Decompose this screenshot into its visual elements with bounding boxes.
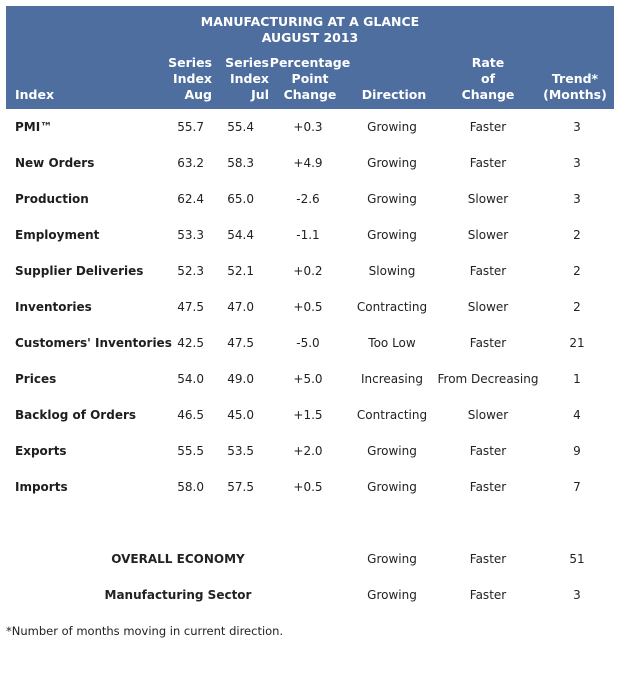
jul-value: 45.0 (227, 408, 254, 422)
trend-value: 2 (573, 300, 581, 314)
col-header-jul: Series Index Jul (225, 55, 269, 102)
aug-value: 55.7 (177, 120, 204, 134)
table-row (0, 225, 620, 245)
direction-value: Growing (367, 480, 417, 494)
trend-value: 3 (573, 156, 581, 170)
index-cell: Backlog of Orders (15, 408, 137, 422)
rate-value: Slower (467, 228, 509, 242)
aug-value: 42.5 (177, 336, 204, 350)
rate-value: Slower (467, 300, 509, 314)
pct-change-value: +0.2 (293, 264, 323, 278)
table-row (0, 189, 620, 209)
table-title: MANUFACTURING AT A GLANCE (200, 14, 420, 29)
table-row (0, 369, 620, 389)
table-subtitle: AUGUST 2013 (261, 30, 359, 45)
trend-value: 7 (573, 480, 581, 494)
aug-value: 46.5 (177, 408, 204, 422)
col-header-aug: Series Index Aug (168, 55, 212, 102)
pct-change-value: -2.6 (296, 192, 320, 206)
jul-value: 57.5 (227, 480, 254, 494)
aug-value: 55.5 (177, 444, 204, 458)
aug-value: 53.3 (177, 228, 204, 242)
pct-change-value: +1.5 (293, 408, 323, 422)
pct-change-value: +0.3 (293, 120, 323, 134)
trend-value: 2 (573, 264, 581, 278)
pct-change-value: -5.0 (296, 336, 320, 350)
table-row (0, 477, 620, 497)
trend-value: 3 (573, 192, 581, 206)
trend-value: 51 (569, 552, 585, 566)
rate-value: Faster (469, 552, 507, 566)
aug-value: 47.5 (177, 300, 204, 314)
trend-value: 2 (573, 228, 581, 242)
pct-change-value: -1.1 (296, 228, 320, 242)
col-header-direction: Direction (361, 87, 427, 102)
col-header-index: Index (15, 87, 55, 102)
table-row (0, 333, 620, 353)
table-row (0, 117, 620, 137)
direction-value: Growing (367, 588, 417, 602)
trend-value: 3 (573, 588, 581, 602)
index-cell: Employment (15, 228, 100, 242)
rate-value: Faster (469, 588, 507, 602)
col-header-pct-change: Percentage Point Change (269, 55, 351, 102)
index-cell: New Orders (15, 156, 95, 170)
table-row (0, 297, 620, 317)
pct-change-value: +0.5 (293, 300, 323, 314)
pct-change-value: +4.9 (293, 156, 323, 170)
table-row (0, 153, 620, 173)
index-cell: PMI™ (15, 120, 53, 134)
direction-value: Contracting (356, 408, 428, 422)
col-header-trend: Trend* (Months) (543, 71, 607, 102)
rate-value: Faster (469, 120, 507, 134)
direction-value: Growing (367, 156, 417, 170)
aug-value: 58.0 (177, 480, 204, 494)
rate-value: Faster (469, 480, 507, 494)
summary-row (0, 585, 620, 605)
aug-value: 52.3 (177, 264, 204, 278)
trend-value: 9 (573, 444, 581, 458)
direction-value: Growing (367, 552, 417, 566)
direction-value: Increasing (361, 372, 423, 386)
col-header-rate: Rate of Change (461, 55, 515, 102)
pct-change-value: +0.5 (293, 480, 323, 494)
index-cell: Production (15, 192, 89, 206)
rate-value: Faster (469, 336, 507, 350)
direction-value: Growing (367, 228, 417, 242)
direction-value: Contracting (356, 300, 428, 314)
pct-change-value: +2.0 (293, 444, 323, 458)
rate-value: Faster (469, 264, 507, 278)
jul-value: 49.0 (227, 372, 254, 386)
direction-value: Growing (367, 192, 417, 206)
index-cell: Supplier Deliveries (15, 264, 144, 278)
rate-value: Slower (467, 408, 509, 422)
table-row (0, 441, 620, 461)
summary-row (0, 549, 620, 569)
direction-value: Slowing (368, 264, 416, 278)
table-row (0, 405, 620, 425)
index-cell: Imports (15, 480, 68, 494)
jul-value: 55.4 (227, 120, 254, 134)
trend-value: 21 (569, 336, 585, 350)
direction-value: Growing (367, 120, 417, 134)
index-cell: Prices (15, 372, 57, 386)
index-cell: Exports (15, 444, 67, 458)
jul-value: 65.0 (227, 192, 254, 206)
aug-value: 62.4 (177, 192, 204, 206)
rate-value: Faster (469, 156, 507, 170)
jul-value: 47.0 (227, 300, 254, 314)
index-cell: Inventories (15, 300, 92, 314)
direction-value: Growing (367, 444, 417, 458)
rate-value: From Decreasing (437, 372, 539, 386)
jul-value: 47.5 (227, 336, 254, 350)
direction-value: Too Low (368, 336, 416, 350)
index-cell: Customers' Inventories (15, 336, 172, 350)
pct-change-value: +5.0 (293, 372, 323, 386)
footnote: *Number of months moving in current direction. (6, 624, 284, 638)
table-header (6, 6, 614, 109)
trend-value: 1 (573, 372, 581, 386)
jul-value: 52.1 (227, 264, 254, 278)
table-row (0, 261, 620, 281)
aug-value: 54.0 (177, 372, 204, 386)
summary-label: Manufacturing Sector (104, 588, 252, 602)
rate-value: Faster (469, 444, 507, 458)
rate-value: Slower (467, 192, 509, 206)
jul-value: 54.4 (227, 228, 254, 242)
jul-value: 53.5 (227, 444, 254, 458)
trend-value: 4 (573, 408, 581, 422)
summary-label: OVERALL ECONOMY (111, 552, 245, 566)
trend-value: 3 (573, 120, 581, 134)
aug-value: 63.2 (177, 156, 204, 170)
jul-value: 58.3 (227, 156, 254, 170)
